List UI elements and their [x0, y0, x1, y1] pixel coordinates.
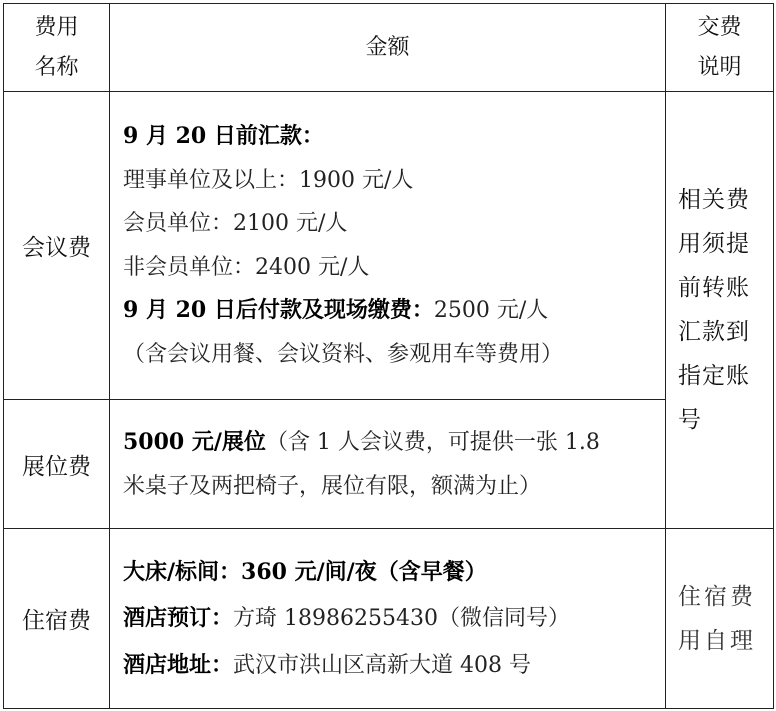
- hotel-fee-row: [4, 529, 774, 709]
- transfer-note-line: 指定账: [678, 363, 750, 389]
- hotel-room-price: 大床/标间：360 元/间/夜（含早餐）: [123, 558, 487, 585]
- hotel-booking: [123, 595, 665, 642]
- header-fee-name-line2: 名称: [34, 54, 79, 80]
- booth-fee-row: [4, 400, 774, 529]
- header-fee-name: [4, 4, 110, 92]
- meeting-fee-row: [4, 92, 774, 400]
- meeting-price-council: 理事单位及以上：1900 元/人: [123, 167, 414, 193]
- header-note-line2: 说明: [697, 54, 742, 80]
- booth-fee-amount: [110, 400, 666, 529]
- hotel-address: [123, 642, 665, 689]
- transfer-note-line: 前转账: [678, 275, 750, 301]
- meeting-late-payment: [123, 289, 665, 333]
- hotel-fee-amount: [110, 529, 666, 709]
- transfer-note-line: 用须提: [678, 231, 750, 257]
- header-amount: [110, 4, 666, 92]
- booth-includes: （含 1 人会议费，可提供一张 1.8: [265, 429, 600, 455]
- meeting-late-label: 9 月 20 日后付款及现场缴费：: [123, 297, 434, 323]
- meeting-early-deadline: 9 月 20 日前汇款：: [123, 123, 324, 149]
- meeting-price-nonmember: 非会员单位：2400 元/人: [123, 254, 370, 280]
- transfer-note-line: 汇款到: [678, 319, 750, 345]
- hotel-note: [666, 529, 774, 709]
- booth-fee-name: 展位费: [4, 400, 110, 529]
- booth-includes-cont: 米桌子及两把椅子，展位有限，额满为止）: [123, 473, 542, 499]
- booth-price: 5000 元/展位: [123, 428, 266, 455]
- meeting-fee-name: 会议费: [4, 92, 110, 400]
- hotel-note-line: 住宿费: [678, 583, 756, 610]
- header-row: [4, 4, 774, 92]
- transfer-note-line: 相关费: [678, 187, 750, 213]
- hotel-booking-label: 酒店预订：: [123, 604, 234, 631]
- transfer-note-line: 号: [678, 407, 702, 433]
- fee-table: [3, 3, 774, 709]
- hotel-booking-contact: 方琦 18986255430（微信同号）: [233, 605, 570, 631]
- header-note-line1: 交费: [697, 14, 742, 40]
- transfer-note: [666, 92, 774, 529]
- meeting-fee-includes: （含会议用餐、会议资料、参观用车等费用）: [123, 341, 564, 367]
- meeting-fee-amount: [110, 92, 666, 400]
- hotel-fee-name: 住宿费: [4, 529, 110, 709]
- header-fee-name-line1: 费用: [34, 14, 79, 40]
- hotel-address-value: 武汉市洪山区高新大道 408 号: [233, 652, 531, 678]
- meeting-price-member: 会员单位：2100 元/人: [123, 211, 348, 236]
- meeting-late-price: 2500 元/人: [433, 298, 549, 323]
- hotel-address-label: 酒店地址：: [123, 651, 234, 678]
- header-amount-label: 金额: [365, 34, 410, 60]
- header-payment-note: [666, 4, 774, 92]
- hotel-note-line: 用自理: [678, 627, 756, 654]
- booth-price-line: [123, 420, 665, 465]
